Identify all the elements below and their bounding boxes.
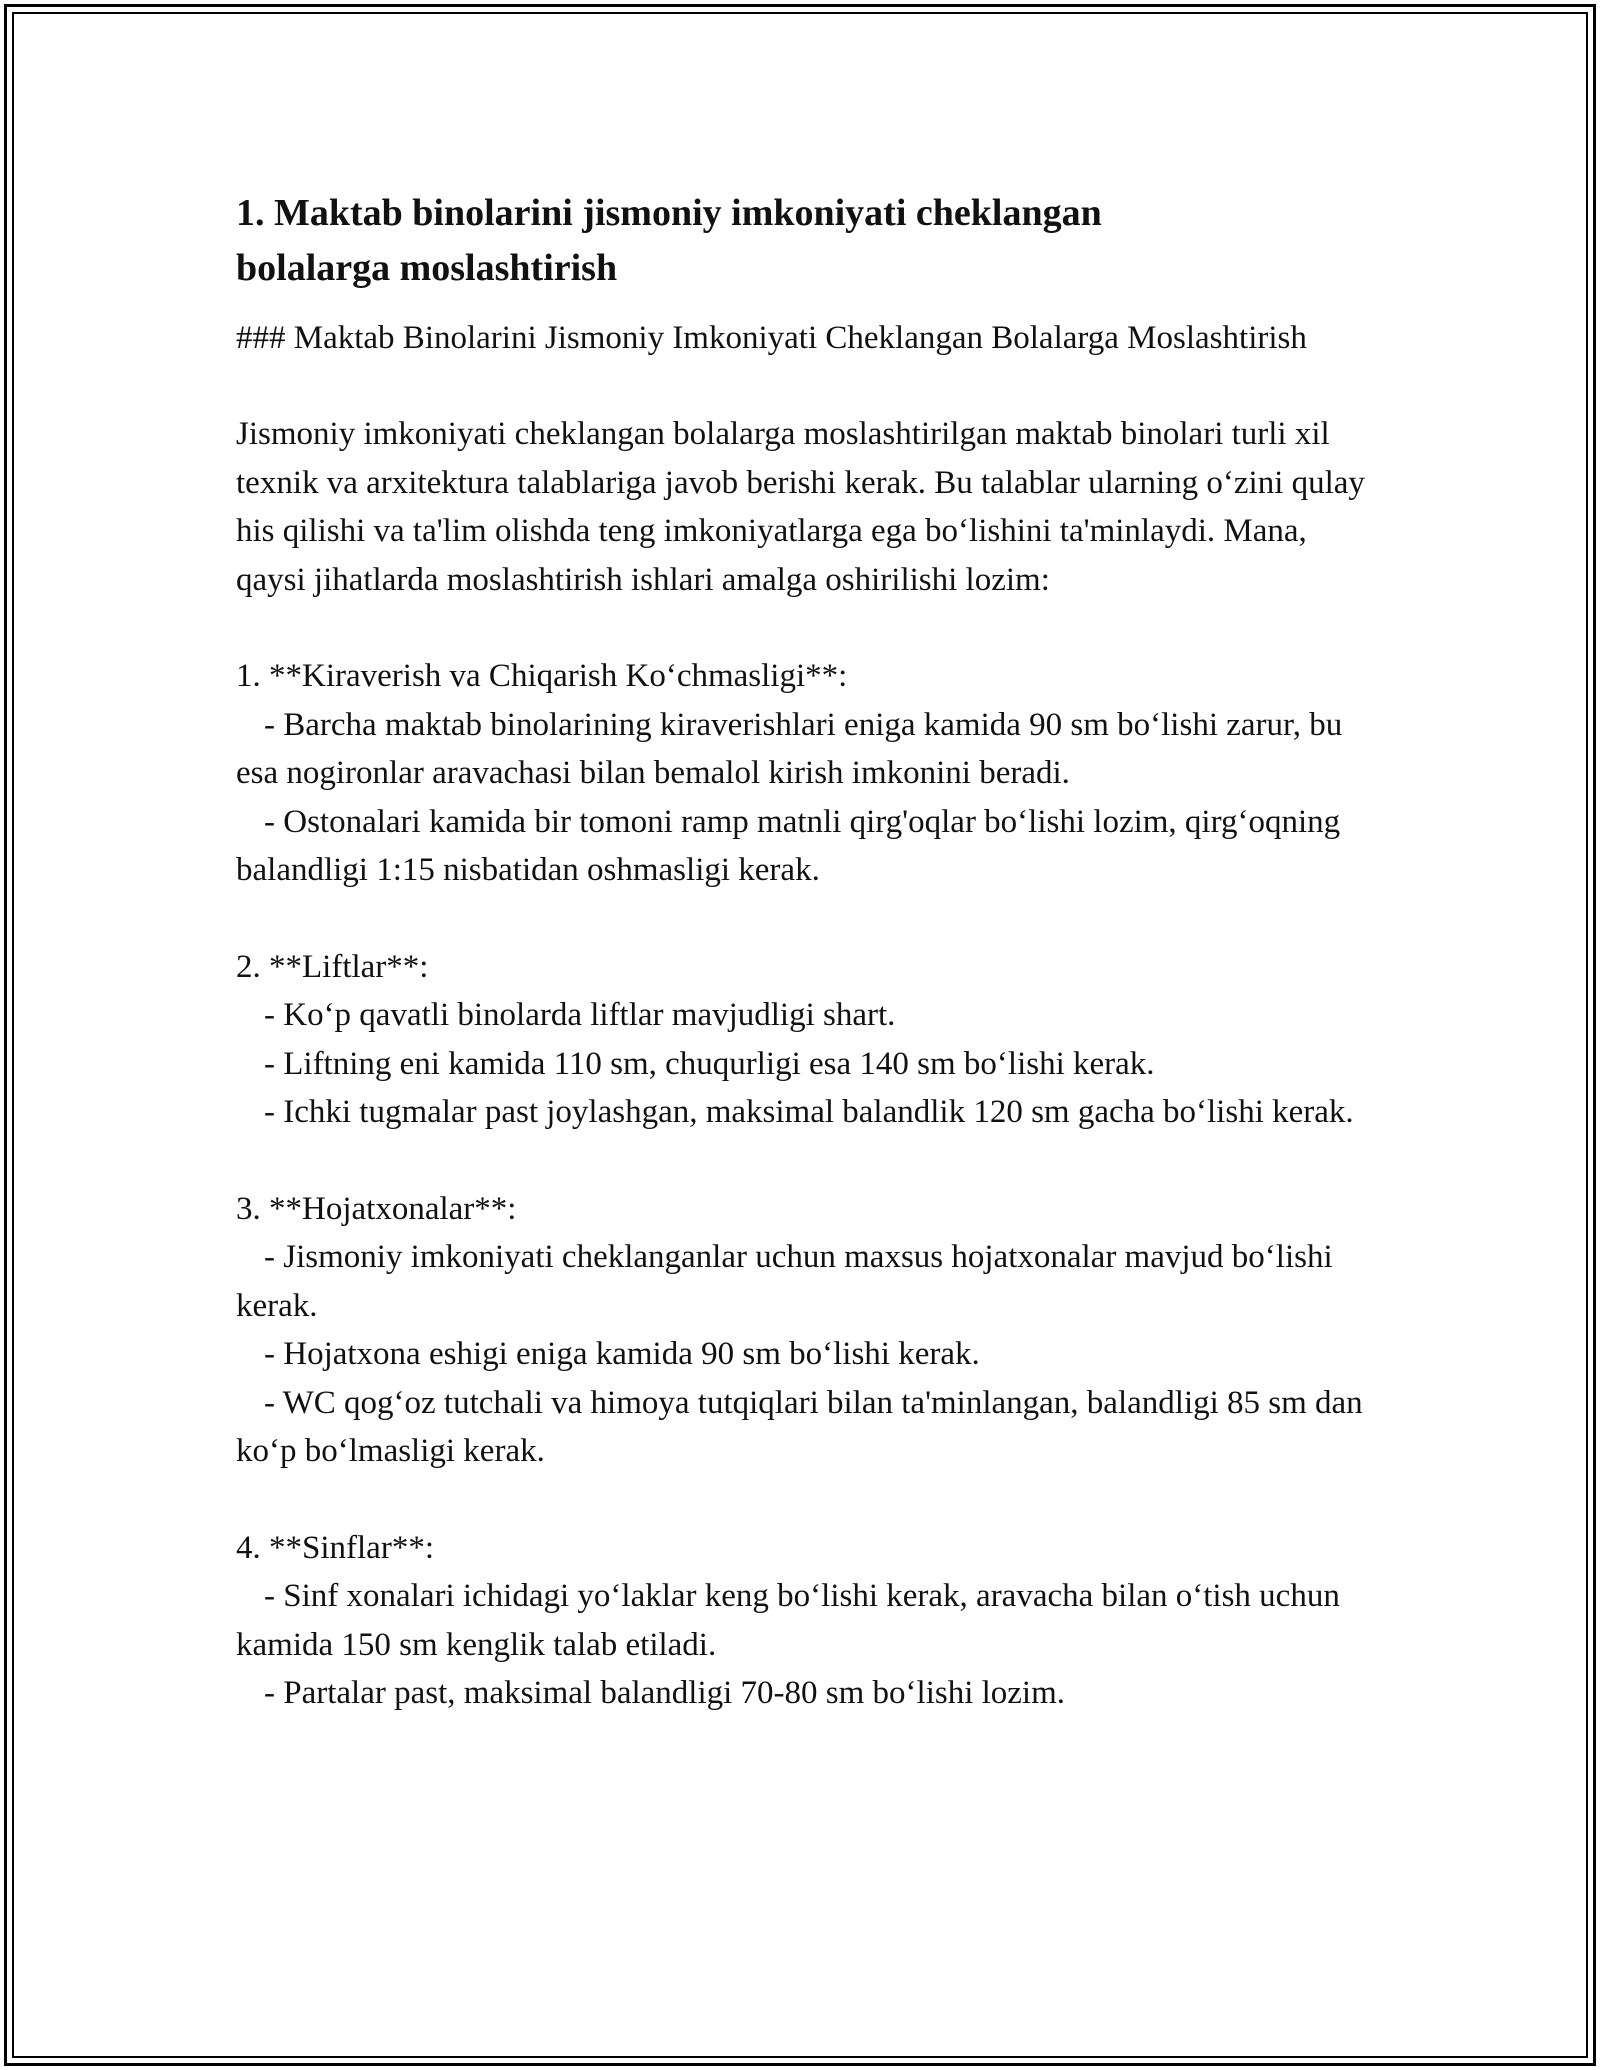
list-item: - Ko‘p qavatli binolarda liftlar mavjudligi shart. — [264, 997, 896, 1033]
intro-paragraph: Jismoniy imkoniyati cheklangan bolalarga moslashtirilgan maktab binolari turli xil texnik va arxitektura talablariga javob berishi kerak. Bu talablar ularning o‘zini qulay his qilishi va ta'lim olishda teng imkoniyatlarga ega bo‘lishini ta'minlaydi. Mana, qaysi jihatlarda moslashtirish ishlari amalga oshirilishi lozim: — [236, 416, 1365, 598]
document-title: 1. Maktab binolarini jismoniy imkoniyati cheklangan bolalarga moslashtirish — [236, 192, 1102, 289]
section-heading: 2. **Liftlar**: — [236, 948, 429, 985]
list-item: - Jismoniy imkoniyati cheklanganlar uchun maxsus hojatxonalar mavjud bo‘lishi kerak. — [236, 1239, 1333, 1324]
section-heading: 3. **Hojatxonalar**: — [236, 1190, 517, 1227]
list-item: - Hojatxona eshigi eniga kamida 90 sm bo‘lishi kerak. — [264, 1336, 980, 1372]
list-item: - Ostonalari kamida bir tomoni ramp matnli qirg'oqlar bo‘lishi lozim, qirg‘oqning balandligi 1:15 nisbatidan oshmasligi kerak. — [236, 803, 1341, 888]
list-item: - Partalar past, maksimal balandligi 70-80 sm bo‘lishi lozim. — [264, 1675, 1066, 1711]
list-item: - Sinf xonalari ichidagi yo‘laklar keng bo‘lishi kerak, aravacha bilan o‘tish uchun kamida 150 sm kenglik talab etiladi. — [236, 1578, 1340, 1663]
section-heading: 1. **Kiraverish va Chiqarish Ko‘chmasligi**: — [236, 658, 848, 694]
section-classrooms — [236, 1524, 1376, 1718]
section-entrances — [236, 652, 1376, 895]
list-item: - Ichki tugmalar past joylashgan, maksimal balandlik 120 sm gacha bo‘lishi kerak. — [264, 1094, 1354, 1130]
section-toilets — [236, 1185, 1376, 1476]
list-item: - Barcha maktab binolarining kiraverishlari eniga kamida 90 sm bo‘lishi zarur, bu esa nogironlar aravachasi bilan bemalol kirish imkonini beradi. — [236, 706, 1343, 791]
document-body — [236, 186, 1376, 1718]
document-subheading: ### Maktab Binolarini Jismoniy Imkoniyati Cheklangan Bolalarga Moslashtirish — [236, 320, 1307, 356]
section-elevators — [236, 943, 1376, 1137]
list-item: - Liftning eni kamida 110 sm, chuqurligi esa 140 sm bo‘lishi kerak. — [264, 1045, 1155, 1082]
list-item: - WC qog‘oz tutchali va himoya tutqiqlari bilan ta'minlangan, balandligi 85 sm dan ko‘p bo‘lmasligi kerak. — [236, 1384, 1363, 1469]
section-heading: 4. **Sinflar**: — [236, 1529, 434, 1566]
